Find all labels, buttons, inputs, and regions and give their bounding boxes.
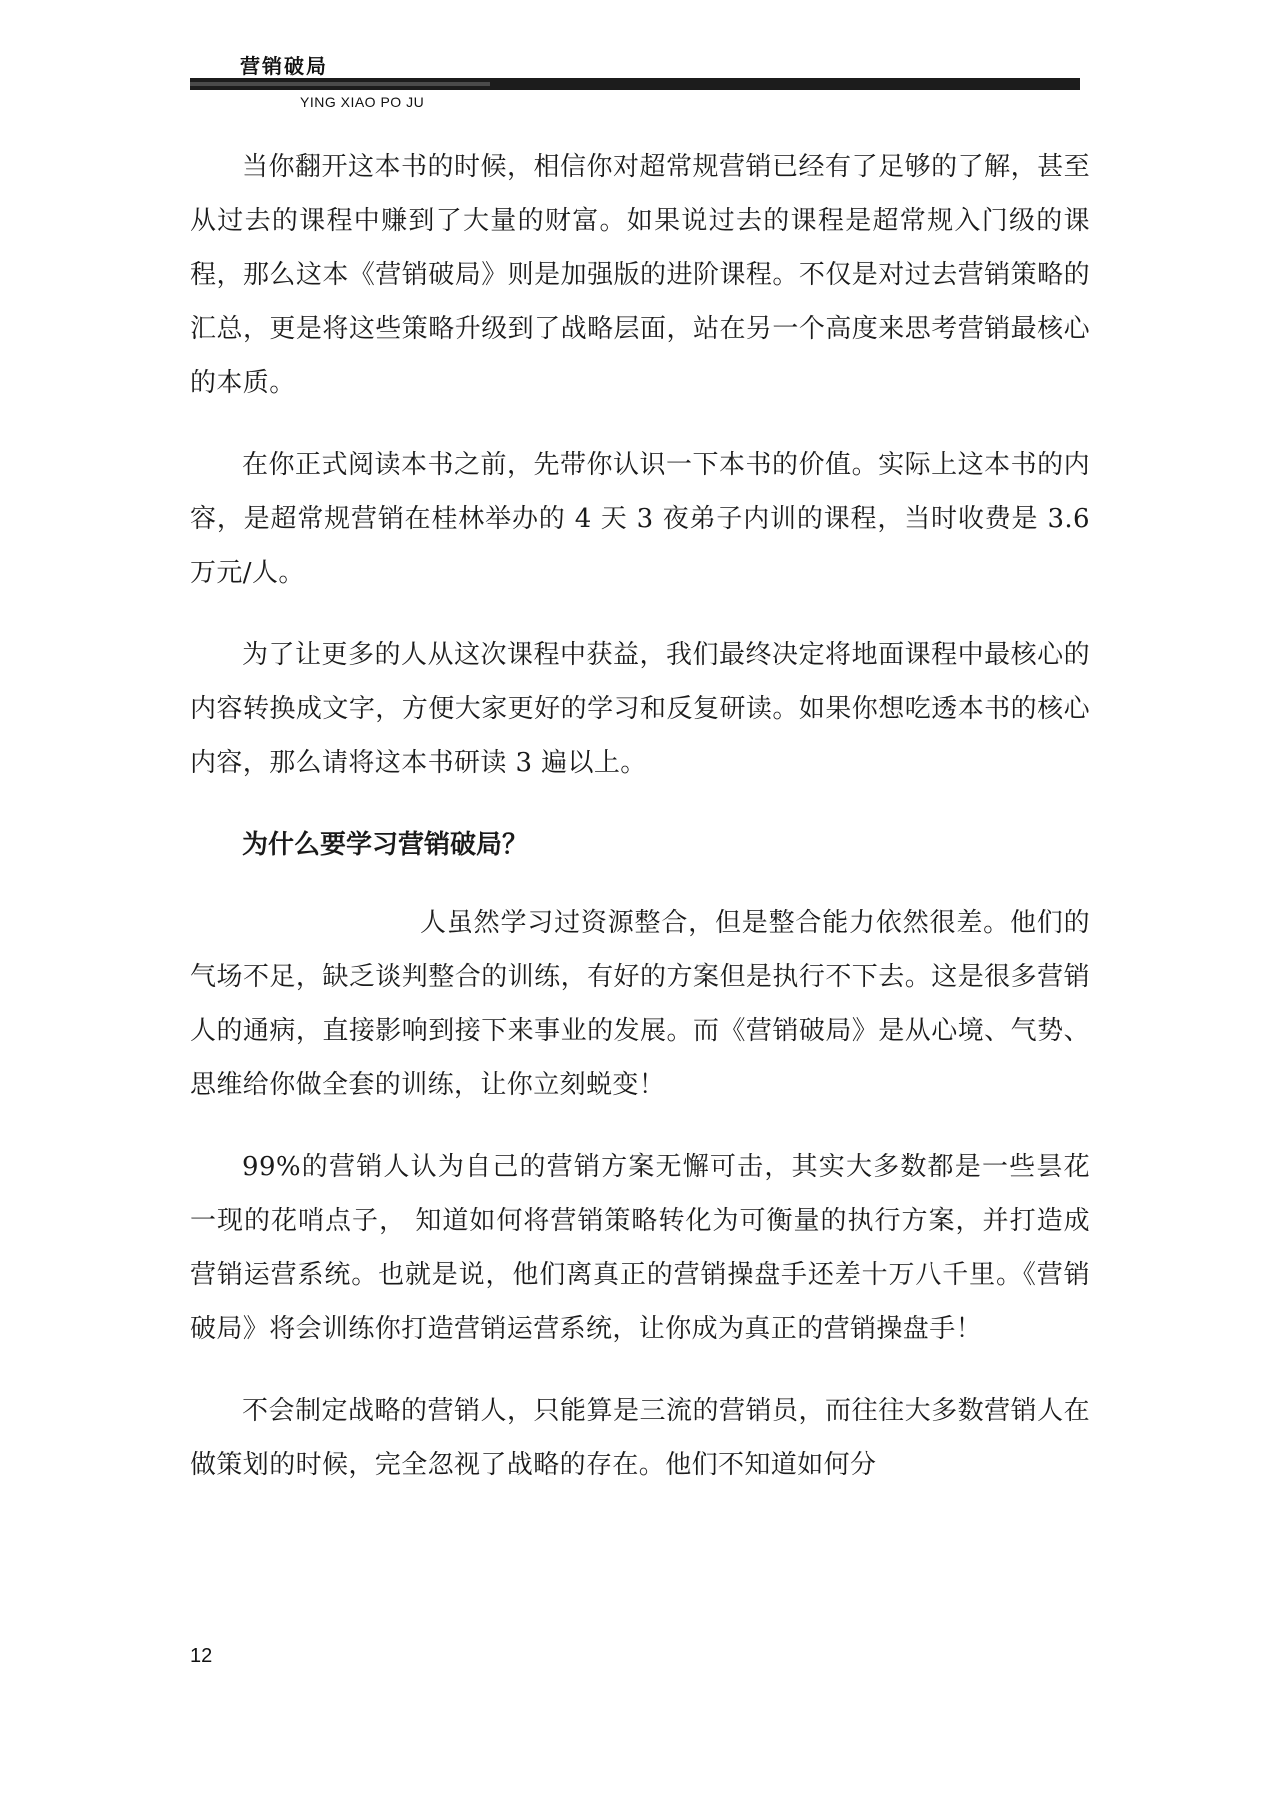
paragraph-value: 在你正式阅读本书之前，先带你认识一下本书的价值。实际上这本书的内容，是超常规营销在桂林举办的 4 天 3 夜弟子内训的课程，当时收费是 3.6 万元/人。 xyxy=(190,450,1090,588)
paragraph-purpose: 为了让更多的人从这次课程中获益，我们最终决定将地面课程中最核心的内容转换成文字，方便大家更好的学习和反复研读。如果你想吃透本书的核心内容，那么请将这本书研读 3 遍以上。 xyxy=(190,640,1090,778)
paragraph-strategy: 不会制定战略的营销人，只能算是三流的营销员，而往往大多数营销人在做策划的时候，完全忽视了战略的存在。他们不知道如何分 xyxy=(190,1396,1090,1480)
paragraph-integration: 人虽然学习过资源整合，但是整合能力依然很差。他们的气场不足，缺乏谈判整合的训练，有好的方案但是执行不下去。这是很多营销人的通病，直接影响到接下来事业的发展。而《营销破局》是从心境、气势、思维给你做全套的训练，让你立刻蜕变！ xyxy=(190,908,1090,1100)
paragraph-intro: 当你翻开这本书的时候，相信你对超常规营销已经有了足够的了解，甚至从过去的课程中赚到了大量的财富。如果说过去的课程是超常规入门级的课程，那么这本《营销破局》则是加强版的进阶课程。不仅是对过去营销策略的汇总，更是将这些策略升级到了战略层面，站在另一个高度来思考营销最核心的本质。 xyxy=(190,152,1090,398)
section-heading: 为什么要学习营销破局？ xyxy=(242,830,529,860)
page-number: 12 xyxy=(190,1645,213,1667)
running-header-pinyin: YING XIAO PO JU xyxy=(300,94,425,110)
body-text xyxy=(190,140,1090,1520)
running-header-title: 营销破局 xyxy=(240,54,328,78)
header-rule-accent xyxy=(190,82,490,86)
paragraph-execution: 99%的营销人认为自己的营销方案无懈可击，其实大多数都是一些昙花一现的花哨点子， 知道如何将营销策略转化为可衡量的执行方案，并打造成营销运营系统。也就是说，他们离真正的营销操盘手还差十万八千里。《营销破局》将会训练你打造营销运营系统，让你成为真正的营销操盘手！ xyxy=(190,1152,1090,1344)
